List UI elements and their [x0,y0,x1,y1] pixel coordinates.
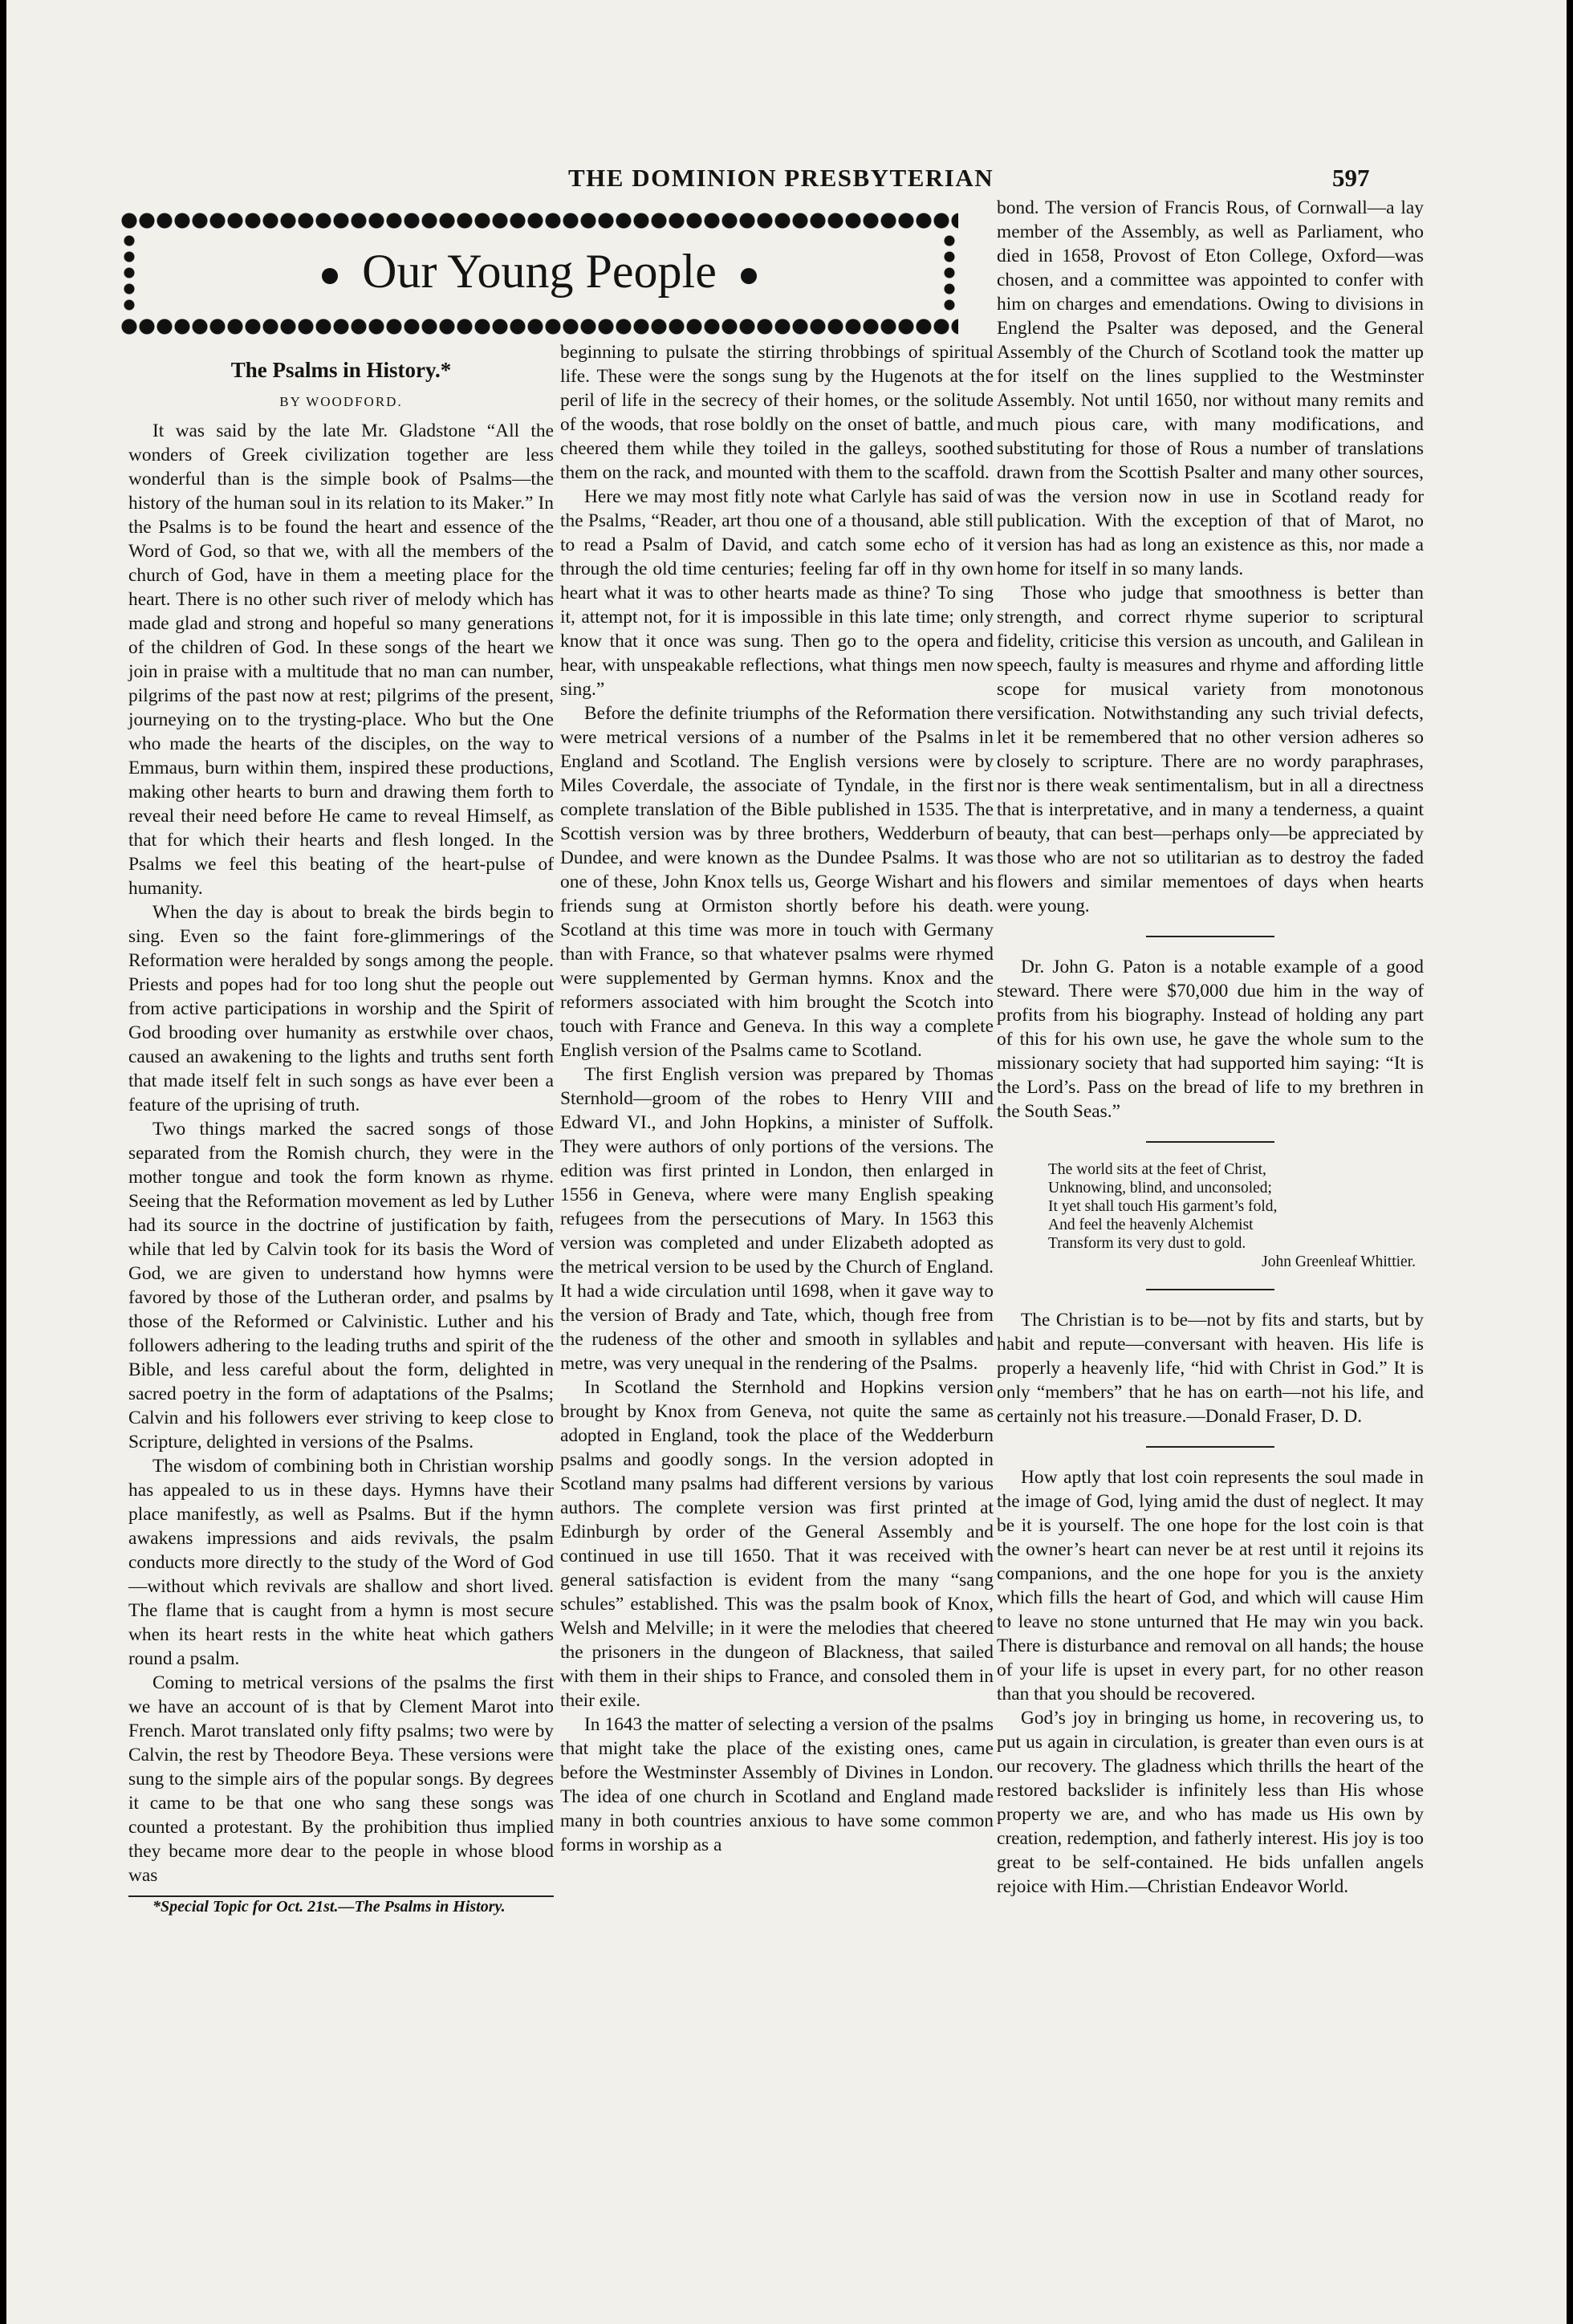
paragraph: Coming to metrical versions of the psalms the first we have an account of is that by Clement Marot into French. Marot translated only fifty psalms; two were by Calvin, the rest by Theodore Beya. These versions were sung to the simple airs of the popular songs. By degrees it came to be that one who sang these songs was counted a protestant. By the prohibition thus implied they became more dear to the people in whose blood was [128,1672,554,1886]
paragraph: Those who judge that smoothness is better than strength, and correct rhyme superior to scriptural fidelity, criticise this version as uncouth, and Galilean in speech, faulty is measures and rhyme and affording little scope for musical variety from monotonous versification. Notwithstanding any such trivial defects, let it be remembered that no other version adheres so closely to scripture. There are no wordy paraphrases, nor is there weak sentimentalism, but in all a directness that is interpretative, and in many a tenderness, a quaint beauty, that can best—perhaps only—be appreciated by those who are not so utilitarian as to destroy the faded flowers and similar mementoes of days when hearts were young. [997,583,1424,916]
paragraph: In 1643 the matter of selecting a version of the psalms that might take the place of the existing ones, came before the Westminster Assembly of Divines in London. The idea of one church in Scotland and England made many in both countries anxious to have some common forms in worship as a [560,1714,994,1855]
paragraph: bond. The version of Francis Rous, of Cornwall—a lay member of the Assembly, as well as Parliament, who died in 1658, Provost of Eton College, Oxford—was chosen, and a committee was appointed to confer with him on charges and emendations. Owing to divisions in Englend the Psalter was deposed, and the General Assembly of the Church of Scotland took the matter up for itself on the lines supplied to the Westminster Assembly. Not until 1650, nor without many remits and much pious care, with many modifications, and substituting for those of Rous a number of translations drawn from the Scottish Psalter and many other sources, was the version now in use in Scotland ready for publication. With the exception of that of Marot, no version has had as long an existence as this, nor made a home for itself in so many lands. [997,197,1424,579]
dotted-border-top [120,209,958,233]
article-title: The Psalms in History.* [230,358,452,382]
dotted-border-bottom [120,315,958,339]
poem-author: John Greenleaf Whittier. [1262,1253,1416,1270]
ornament-dot-icon [322,268,338,284]
column-3 [997,196,1424,1899]
paragraph: Here we may most fitly note what Carlyle has said of the Psalms, “Reader, art thou one of a thousand, able still to read a Psalm of David, and catch some echo of it through the old time centuries; feeling far off in thy own heart what it was to other hearts made as thine? To sing it, attempt not, for it is impossible in this late time; only know that it once was sung. Then go to the opera and hear, with unspeakable reflections, what things men now sing.” [560,486,994,700]
footnote: *Special Topic for Oct. 21st.—The Psalms in History. [152,1898,506,1916]
poem-line: And feel the heavenly Alchemist [1048,1217,1254,1233]
poem-line: It yet shall touch His garment’s fold, [1048,1198,1278,1215]
paragraph: How aptly that lost coin represents the soul made in the image of God, lying amid the dust of neglect. It may be it is yourself. The one hope for the lost coin is that the owner’s heart can never be at rest until it rejoins its companions, and the one hope for you is the anxiety which fills the heart of God, and which will cause Him to leave no stone unturned that He may win you back. There is disturbance and removal on all hands; the house of your life is upset in every part, for no other reason than that you should be recovered. [997,1467,1424,1704]
paragraph: The wisdom of combining both in Christian worship has appealed to us in these days. Hymns have their place manifestly, as well as Psalms. But if the hymn awakens impressions and aids revivals, the psalm conducts more directly to the study of the Word of God—without which revivals are shallow and short lived. The flame that is caught from a hymn is most secure when its heart rests in the white heat which gathers round a psalm. [128,1456,554,1669]
paragraph: Two things marked the sacred songs of those separated from the Romish church, they were in the mother tongue and took the form known as rhyme. Seeing that the Reformation movement as led by Luther had its source in the doctrine of justification by faith, while that led by Calvin took for its basis the Word of God, we are given to understand how hymns were favored by those of the Lutheran order, and psalms by those of the Reformed or Calvinistic. Luther and his followers adhering to the leading truths and spirit of the Bible, and less careful about the form, delighted in sacred poetry in the form of adaptations of the Psalms; Calvin and his followers ever striving to keep close to Scripture, delighted in versions of the Psalms. [128,1119,554,1452]
paragraph: God’s joy in bringing us home, in recovering us, to put us again in circulation, is greater than even ours is at our recovery. The gladness which thrills the heart of the restored backslider is infinitely less than His whose property we are, and who has made us His own by creation, redemption, and fatherly interest. His joy is too great to be self-contained. He bids unfallen angels rejoice with Him.—Christian Endeavor World. [997,1708,1424,1897]
poem-line: Transform its very dust to gold. [1048,1235,1246,1252]
paragraph: In Scotland the Sternhold and Hopkins version brought by Knox from Geneva, not quite the same as adopted in England, took the place of the Wedderburn psalms and goodly songs. In the version adopted in Scotland many psalms had different versions by various authors. The complete version was first printed at Edinburgh by order of the General Assembly and continued in use till 1650. That it was received with general satisfaction is evident from the many “sang schules” established. This was the psalm book of Knox, Welsh and Melville; in it were the melodies that cheered the prisoners in the dungeon of Blackness, that sailed with them in their ships to France, and consoled them in their exile. [560,1377,994,1711]
section-title: Our Young People [362,245,717,298]
byline: BY WOODFORD. [279,394,403,409]
poem [1048,1160,1424,1271]
paragraph: It was said by the late Mr. Gladstone “All the wonders of Greek civilization together are less wonderful than is the simple book of Psalms—the history of the human soul in its relation to its Maker.” In the Psalms is to be found the heart and essence of the Word of God, so that we, with all the members of the church of God, have in them a meeting place for the heart. There is no other such river of melody which has made glad and strong and hopeful so many generations of the children of God. In these songs of the heart we join in praise with a multitude that no man can number, pilgrims of the past now at rest; pilgrims of the present, journeying on to the trysting-place. Who but the One who made the hearts of the disciples, on the way to Emmaus, burn within them, inspired these productions, making other hearts to burn and drawing them forth to reveal their need before He came to reveal Himself, as that for which their hearts and flesh longed. In the Psalms we feel this beating of the heart-pulse of humanity. [128,421,554,899]
section-banner [120,209,958,339]
divider [1146,1446,1274,1448]
paragraph: Before the definite triumphs of the Reformation there were metrical versions of a number of the Psalms in England and Scotland. The English versions were by Miles Coverdale, the associate of Tyndale, in the first complete translation of the Bible published in 1535. The Scottish version was by three brothers, Wedderburn of Dundee, and were known as the Dundee Psalms. It was one of these, John Knox tells us, George Wishart and his friends sung at Ormiston shortly before his death. Scotland at this time was more in touch with Germany than with France, so that whatever psalms were rhymed were supplemented by German hymns. Knox and the reformers associated with him brought the Scotch into touch with France and Geneva. In this way a complete English version of the Psalms came to Scotland. [560,703,994,1061]
column-2 [560,340,994,1857]
divider [1146,1289,1274,1290]
newspaper-page [6,0,1567,2324]
poem-line: Unknowing, blind, and unconsoled; [1048,1180,1272,1197]
fraser-paragraph: The Christian is to be—not by fits and starts, but by habit and repute—conversant with heaven. His life is properly a heavenly life, “hid with Christ in God.” It is only “members” that he has on earth—not his life, and certainly not his treasure.—Donald Fraser, D. D. [997,1310,1424,1427]
column-1 [128,347,554,1916]
running-header: THE DOMINION PRESBYTERIAN [568,164,994,192]
banner-title-row [120,244,958,299]
poem-line: The world sits at the feet of Christ, [1048,1161,1266,1178]
paragraph: beginning to pulsate the stirring throbbings of spiritual life. These were the songs sung by the Hugenots at the peril of life in the secrecy of their homes, or the solitude of the woods, that rose boldly on the onset of battle, and cheered them while they toiled in the galleys, soothed them on the rack, and mounted with them to the scaffold. [560,342,994,483]
divider [1146,1141,1274,1143]
ornament-dot-icon [741,268,757,284]
paragraph: The first English version was prepared by Thomas Sternhold—groom of the robes to Henry VIII and Edward VI., and John Hopkins, a minister of Suffolk. They were authors of only portions of the versions. The edition was first printed in London, then enlarged in 1556 in Geneva, where were many English speaking refugees from the persecutions of Mary. In 1563 this version was completed and under Elizabeth adopted as the metrical version to be used by the Church of England. It had a wide circulation until 1698, when it gave way to the version of Brady and Tate, which, though free from the rudeness of the other and smooth in syllables and metre, was very unequal in the rendering of the Psalms. [560,1064,994,1374]
paragraph: When the day is about to break the birds begin to sing. Even so the faint fore-glimmerings of the Reformation were heralded by songs among the people. Priests and popes had for too long shut the people out from active participations in worship and the Spirit of God brooding over humanity as erstwhile over chaos, caused an awakening to the lights and truths sent forth that made itself felt in such songs as have ever been a feature of the uprising of truth. [128,902,554,1115]
page-number: 597 [1332,164,1370,192]
divider [1146,936,1274,937]
paton-paragraph: Dr. John G. Paton is a notable example of a good steward. There were $70,000 due him in the way of profits from his biography. Instead of holding any part of this for his own use, he gave the whole sum to the missionary society that had supported him saying: “It is the Lord’s. Pass on the bread of life to my brethren in the South Seas.” [997,957,1424,1122]
